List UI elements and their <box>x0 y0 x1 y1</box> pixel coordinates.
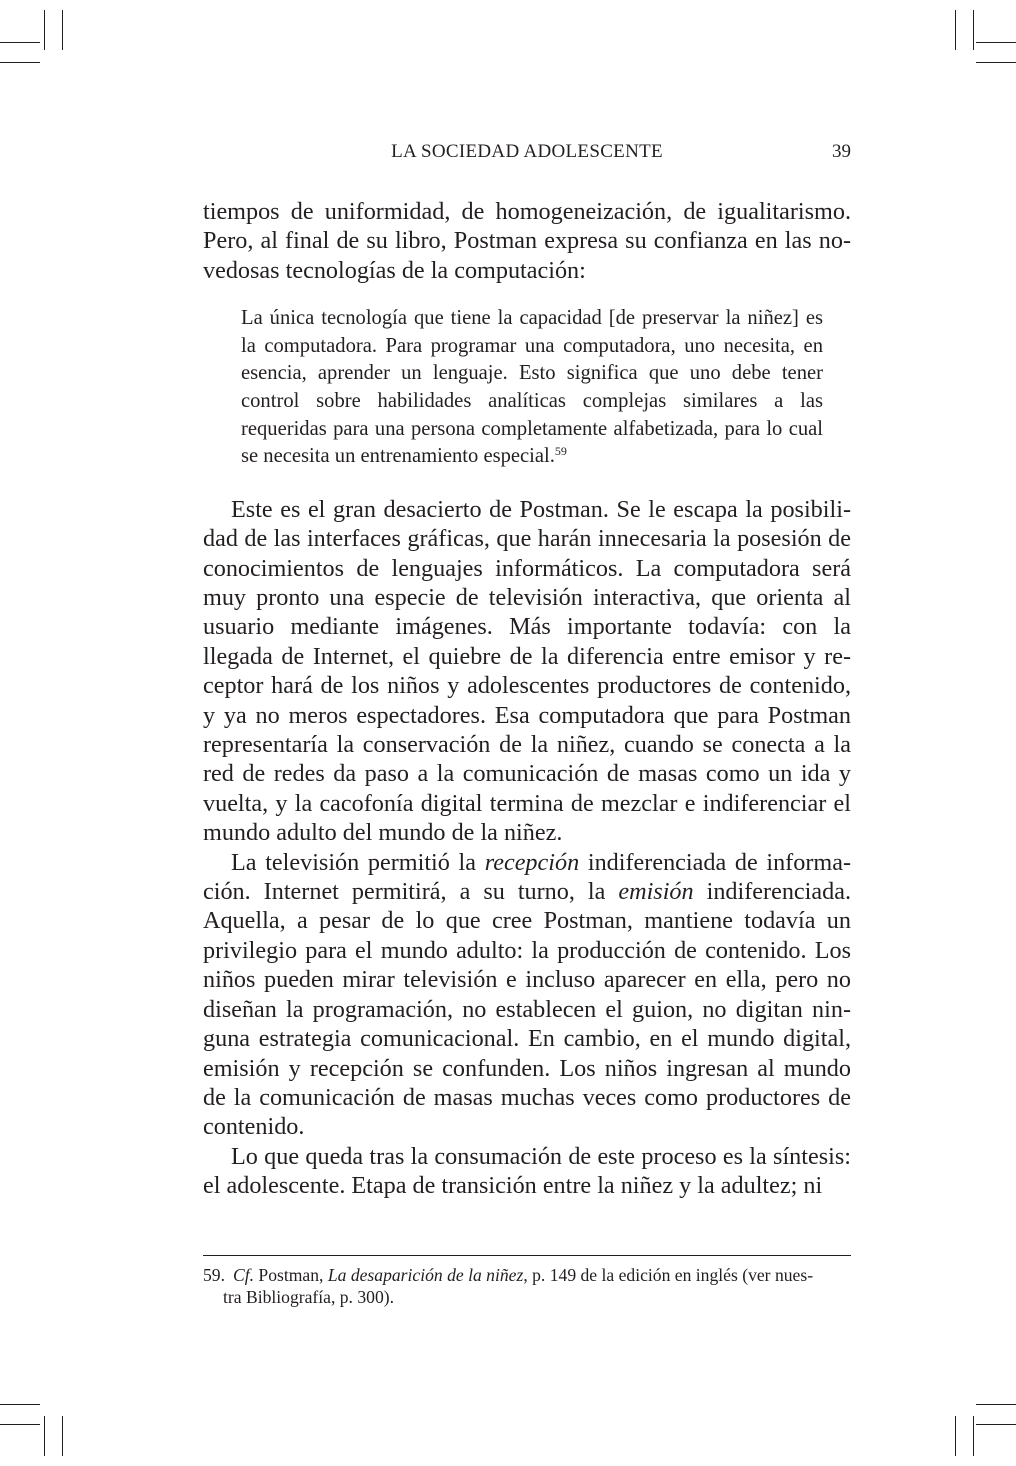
crop-mark <box>0 1424 40 1425</box>
crop-mark <box>44 1416 45 1456</box>
running-head <box>203 141 851 165</box>
crop-mark <box>976 1424 1016 1425</box>
page-number: 39 <box>832 141 851 162</box>
footnote-reference: 59 <box>554 444 567 459</box>
paragraph <box>203 848 851 1142</box>
paragraph: Lo que queda tras la consumación de este proceso es la síntesis: el adolescente. Etapa de transición entre la niñez y la adultez; ni <box>203 1142 851 1200</box>
crop-mark <box>973 10 974 50</box>
paragraph-text: indiferenciada. Aquella, a pesar de lo que cree Postman, mantiene todavía un privilegio para el mundo adulto: la producción de contenido. Los niños pueden mirar televisión e incluso aparecer en ella, pero no diseñan la programación, no establecen el guion, no digitan ninguna estrategia comunicacional. En cambio, en el mundo digital, emisión y recepción se confunden. Los niños ingresan al mundo de la comunicación de masas muchas veces como productores de contenido. <box>203 878 851 1141</box>
crop-mark <box>976 1404 1016 1405</box>
crop-mark <box>0 1404 40 1405</box>
block-quote <box>241 305 823 471</box>
paragraph: Este es el gran desacierto de Postman. Se le escapa la posibilidad de las interfaces gráficas, que harán innecesaria la posesión de conocimientos de lenguajes informáticos. La computadora será muy pronto una especie de televisión interactiva, que orienta al usuario mediante imágenes. Más importante todavía: con la llegada de Internet, el quiebre de la diferencia entre emisor y receptor hará de los niños y adolescentes productores de contenido, y ya no meros espectadores. Esa computadora que para Postman representaría la conservación de la niñez, cuando se conecta a la red de redes da paso a la comunicación de masas como un ida y vuelta, y la cacofonía digital termina de mezclar e indiferenciar el mundo adulto del mundo de la niñez. <box>203 495 851 847</box>
paragraph-text: La televisión permitió la <box>231 848 485 876</box>
crop-mark <box>0 42 40 43</box>
paragraph-text: indiferenciada de información. Internet permitirá, a su turno, la <box>203 848 852 906</box>
running-title: LA SOCIEDAD ADOLESCENTE <box>391 141 663 162</box>
crop-mark <box>62 10 63 50</box>
footnote-title: La desaparición de la niñez <box>327 1265 524 1285</box>
crop-mark <box>973 1416 974 1456</box>
crop-mark <box>955 1416 956 1456</box>
footnote-cf: Cf. <box>233 1265 255 1285</box>
emphasis: recepción <box>484 848 580 876</box>
emphasis: emisión <box>618 878 694 906</box>
footnote <box>203 1264 851 1308</box>
footnote-rule <box>203 1255 851 1256</box>
body-text <box>203 197 851 1201</box>
crop-mark <box>955 10 956 50</box>
footnote-text-continued: tra Bibliografía, p. 300). <box>223 1287 395 1307</box>
crop-mark <box>976 62 1016 63</box>
crop-mark <box>0 62 40 63</box>
paragraph: tiempos de uniformidad, de homogeneización, de igualitarismo. Pero, al final de su libro, Postman expresa su confianza en las novedosas tecnologías de la computación: <box>203 198 851 284</box>
footnote-author: Postman, <box>254 1265 328 1285</box>
footnote-number: 59. <box>203 1265 225 1285</box>
crop-mark <box>62 1416 63 1456</box>
crop-mark <box>44 10 45 50</box>
footnote-text: , p. 149 de la edición en inglés (ver nues- <box>523 1265 814 1285</box>
crop-mark <box>976 42 1016 43</box>
quote-text: La única tecnología que tiene la capacidad [de preservar la niñez] es la computadora. Para programar una computadora, uno necesita, en esencia, aprender un lenguaje. Esto significa que uno debe tener control sobre habilidades analíticas complejas similares a las requeridas para una persona completamente alfabetizada, para lo cual se necesita un entrenamiento especial. <box>241 307 823 468</box>
